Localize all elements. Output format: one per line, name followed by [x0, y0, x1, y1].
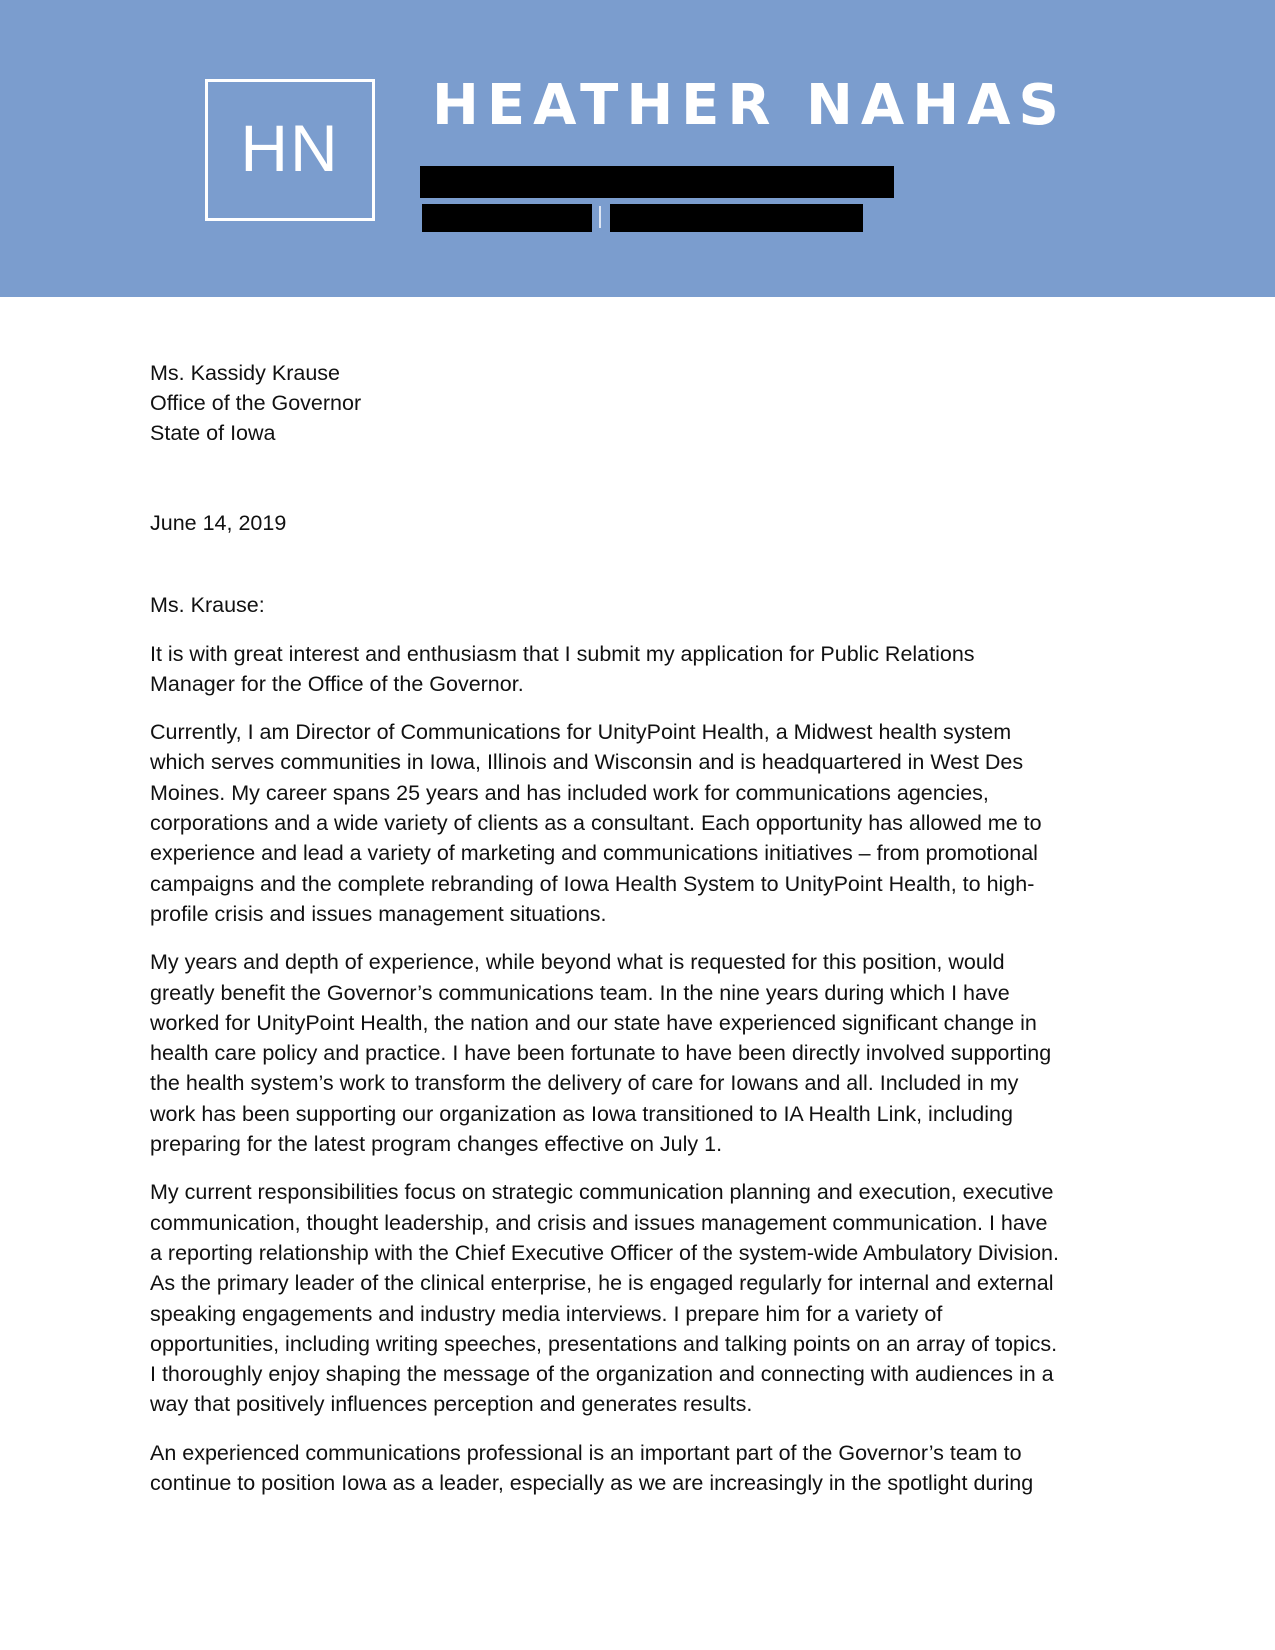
recipient-address	[150, 358, 1130, 448]
paragraph-line: preparing for the latest program changes effective on July 1.	[150, 1132, 723, 1157]
monogram-text: HN	[240, 111, 340, 185]
letterhead-banner	[0, 0, 1275, 297]
paragraph-line: Currently, I am Director of Communications for UnityPoint Health, a Midwest health system	[150, 720, 1012, 745]
paragraph-line: campaigns and the complete rebranding of Iowa Health System to UnityPoint Health, to high-	[150, 871, 1035, 896]
paragraph-line: Moines. My career spans 25 years and has included work for communications agencies,	[150, 780, 989, 805]
letter-body	[150, 358, 1130, 1498]
paragraph	[150, 1438, 1130, 1499]
paragraph-line: opportunities, including writing speeches, presentations and talking points on an array of topics.	[150, 1331, 1058, 1356]
paragraph-line: speaking engagements and industry media interviews. I prepare him for a variety of	[150, 1301, 943, 1326]
paragraph-line: An experienced communications professional is an important part of the Governor’s team to	[150, 1440, 1022, 1465]
paragraph	[150, 717, 1130, 929]
paragraph-line: continue to position Iowa as a leader, especially as we are increasingly in the spotlight during	[150, 1471, 1034, 1496]
redacted-email	[610, 204, 863, 232]
paragraph-line: work has been supporting our organization as Iowa transitioned to IA Health Link, including	[150, 1101, 1013, 1126]
salutation: Ms. Krause:	[150, 593, 265, 618]
paragraph-line: a reporting relationship with the Chief Executive Officer of the system-wide Ambulatory Division.	[150, 1240, 1059, 1265]
paragraph-line: greatly benefit the Governor’s communications team. In the nine years during which I have	[150, 980, 1010, 1005]
paragraph	[150, 639, 1130, 700]
recipient-line: State of Iowa	[150, 421, 276, 445]
paragraph	[150, 947, 1130, 1159]
contact-divider	[599, 206, 601, 228]
recipient-line: Office of the Governor	[150, 391, 362, 415]
paragraph-line: It is with great interest and enthusiasm that I submit my application for Public Relations	[150, 641, 975, 666]
paragraph-line: I thoroughly enjoy shaping the message of the organization and connecting with audiences in a	[150, 1362, 1054, 1387]
paragraph-line: health care policy and practice. I have been fortunate to have been directly involved supporting	[150, 1041, 1052, 1066]
letter-date: June 14, 2019	[150, 511, 287, 535]
sender-name: HEATHER NAHAS	[432, 73, 1067, 138]
paragraph-line: way that positively influences perception and generates results.	[150, 1392, 753, 1417]
paragraph-line: corporations and a wide variety of clients as a consultant. Each opportunity has allowed me to	[150, 811, 1042, 836]
paragraph-line: the health system’s work to transform the delivery of care for Iowans and all. Included in my	[150, 1071, 1019, 1096]
redacted-address	[420, 166, 894, 198]
paragraph-line: worked for UnityPoint Health, the nation and our state have experienced significant change in	[150, 1010, 1037, 1035]
paragraph	[150, 1177, 1130, 1419]
monogram-logo	[205, 79, 375, 221]
paragraph-line: As the primary leader of the clinical enterprise, he is engaged regularly for internal and external	[150, 1271, 1054, 1296]
recipient-line: Ms. Kassidy Krause	[150, 361, 340, 385]
paragraph-line: communication, thought leadership, and crisis and issues management communication. I have	[150, 1210, 1048, 1235]
paragraph-line: My current responsibilities focus on strategic communication planning and execution, executive	[150, 1180, 1054, 1205]
paragraph-line: profile crisis and issues management situations.	[150, 901, 607, 926]
paragraph-line: experience and lead a variety of marketing and communications initiatives – from promotional	[150, 841, 1038, 866]
paragraph-line: Manager for the Office of the Governor.	[150, 671, 524, 696]
paragraph-line: My years and depth of experience, while beyond what is requested for this position, would	[150, 950, 1005, 975]
redacted-phone	[422, 204, 592, 232]
paragraph-line: which serves communities in Iowa, Illinois and Wisconsin and is headquartered in West Des	[150, 750, 1024, 775]
